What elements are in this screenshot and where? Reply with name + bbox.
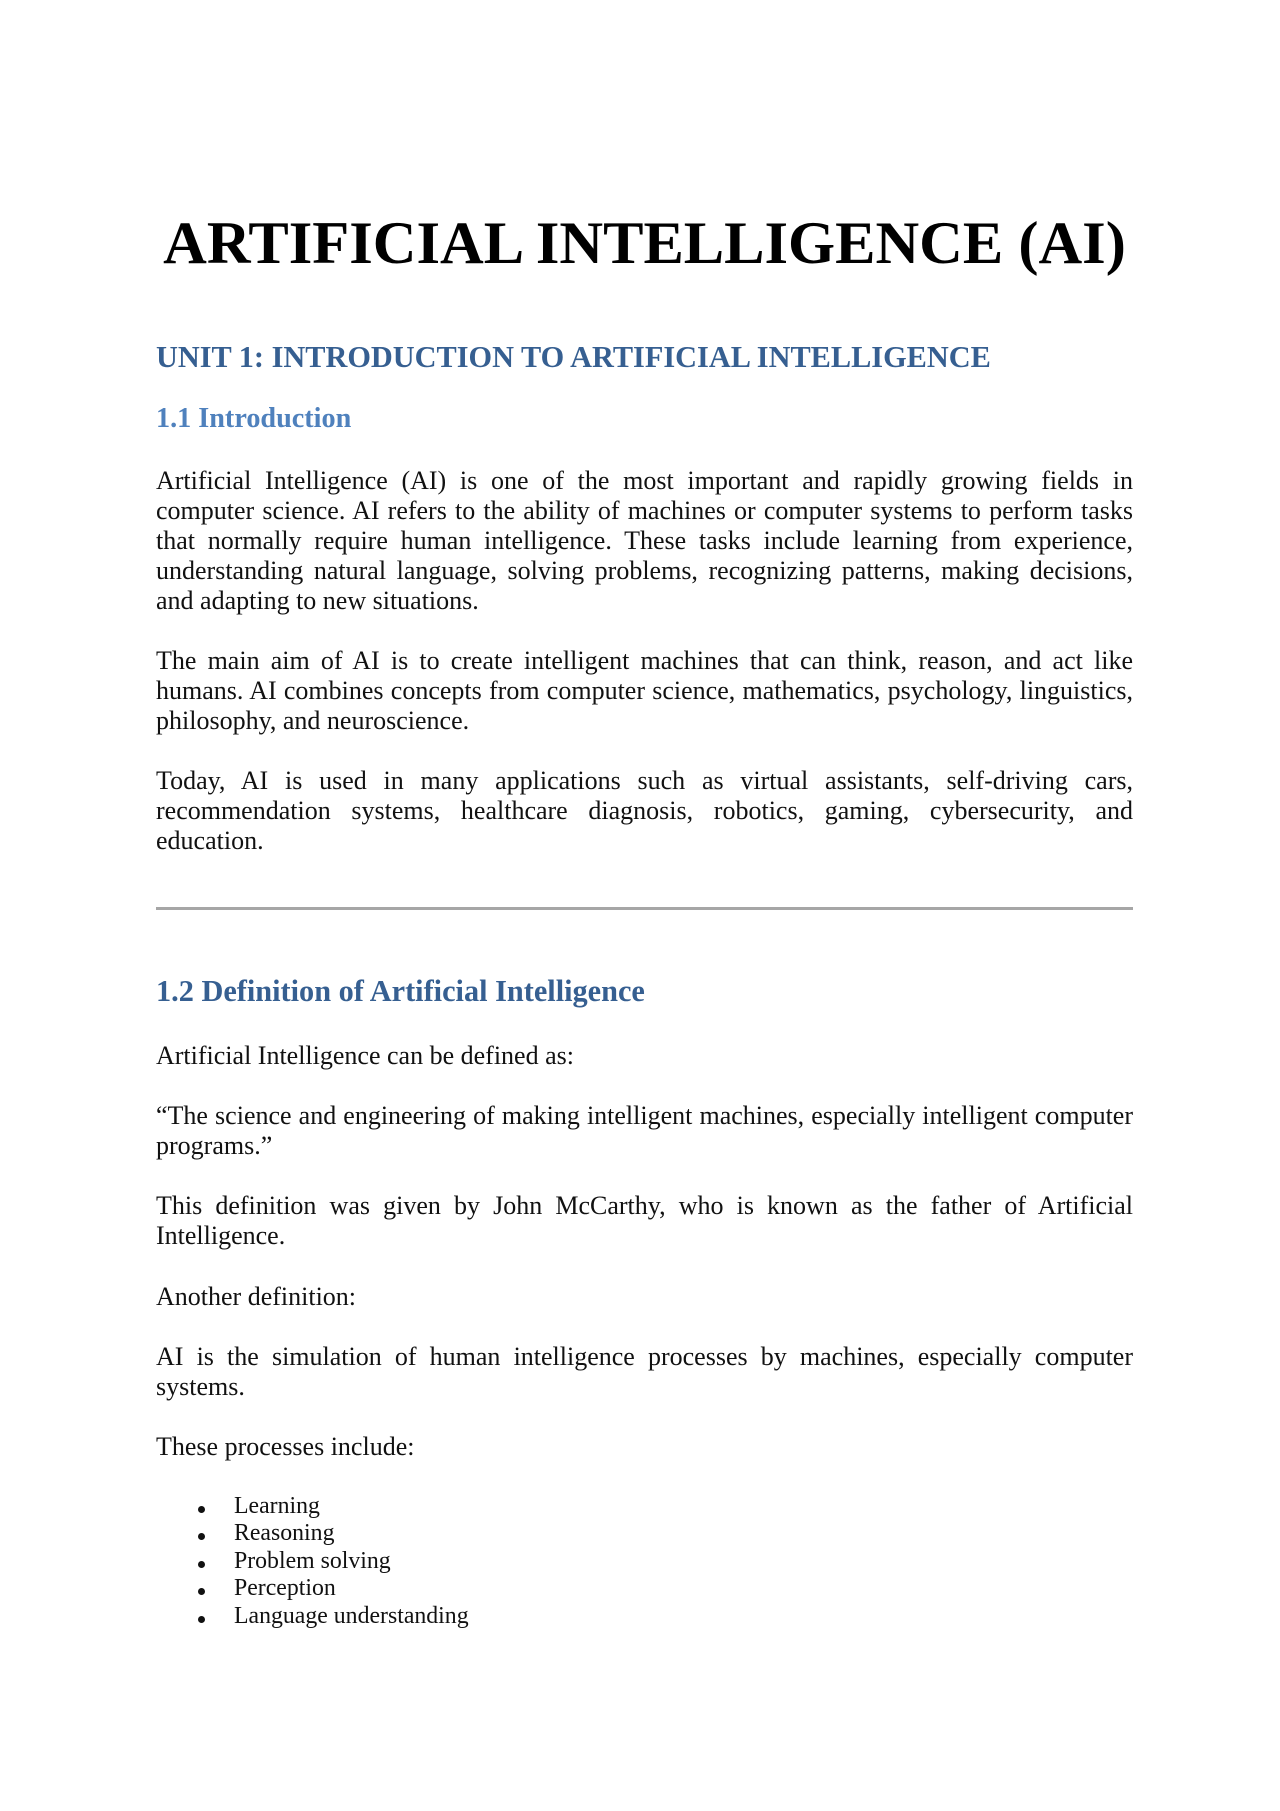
list-item-label: Reasoning [234, 1520, 335, 1547]
processes-intro: These processes include: [156, 1432, 415, 1461]
list-item-label: Perception [234, 1575, 336, 1602]
section-divider [156, 907, 1133, 910]
definition-quote: “The science and engineering of making intelligent machines, especially intelligent computer programs.” [156, 1101, 1133, 1160]
list-item [156, 1575, 1133, 1602]
list-item [156, 1548, 1133, 1575]
list-item-label: Language understanding [234, 1602, 469, 1629]
processes-list [156, 1493, 1133, 1630]
list-item [156, 1493, 1133, 1520]
unit-heading: UNIT 1: INTRODUCTION TO ARTIFICIAL INTELLIGENCE [156, 340, 991, 374]
bullet-icon [198, 1506, 205, 1513]
section-heading-introduction: 1.1 Introduction [156, 403, 352, 434]
list-item-label: Problem solving [234, 1547, 391, 1574]
bullet-icon [198, 1588, 205, 1595]
another-definition-label: Another definition: [156, 1282, 357, 1311]
intro-paragraph: Artificial Intelligence (AI) is one of the most important and rapidly growing fields in computer science. AI refers to the ability of machines or computer systems to perform tasks that normally require human intelligence. These tasks include learning from experience, understanding natural language, solving problems, recognizing patterns, making decisions, and adapting to new situations. [156, 466, 1133, 615]
section-heading-definition: 1.2 Definition of Artificial Intelligence [156, 974, 645, 1008]
aim-paragraph: The main aim of AI is to create intelligent machines that can think, reason, and act like humans. AI combines concepts from computer science, mathematics, psychology, linguistics, philosophy, and neuroscience. [156, 646, 1133, 735]
bullet-icon [198, 1616, 205, 1623]
bullet-icon [198, 1561, 205, 1568]
list-item [156, 1603, 1133, 1630]
applications-paragraph: Today, AI is used in many applications such as virtual assistants, self-driving cars, recommendation systems, healthcare diagnosis, robotics, gaming, cybersecurity, and education. [156, 766, 1133, 855]
definition-attribution: This definition was given by John McCarthy, who is known as the father of Artificial Intelligence. [156, 1191, 1133, 1250]
list-item-label: Learning [234, 1493, 320, 1519]
bullet-icon [198, 1533, 205, 1540]
list-item [156, 1520, 1133, 1547]
another-definition-text: AI is the simulation of human intelligence processes by machines, especially computer systems. [156, 1342, 1133, 1401]
definition-intro: Artificial Intelligence can be defined as: [156, 1041, 574, 1070]
document-title: ARTIFICIAL INTELLIGENCE (AI) [163, 210, 1126, 277]
